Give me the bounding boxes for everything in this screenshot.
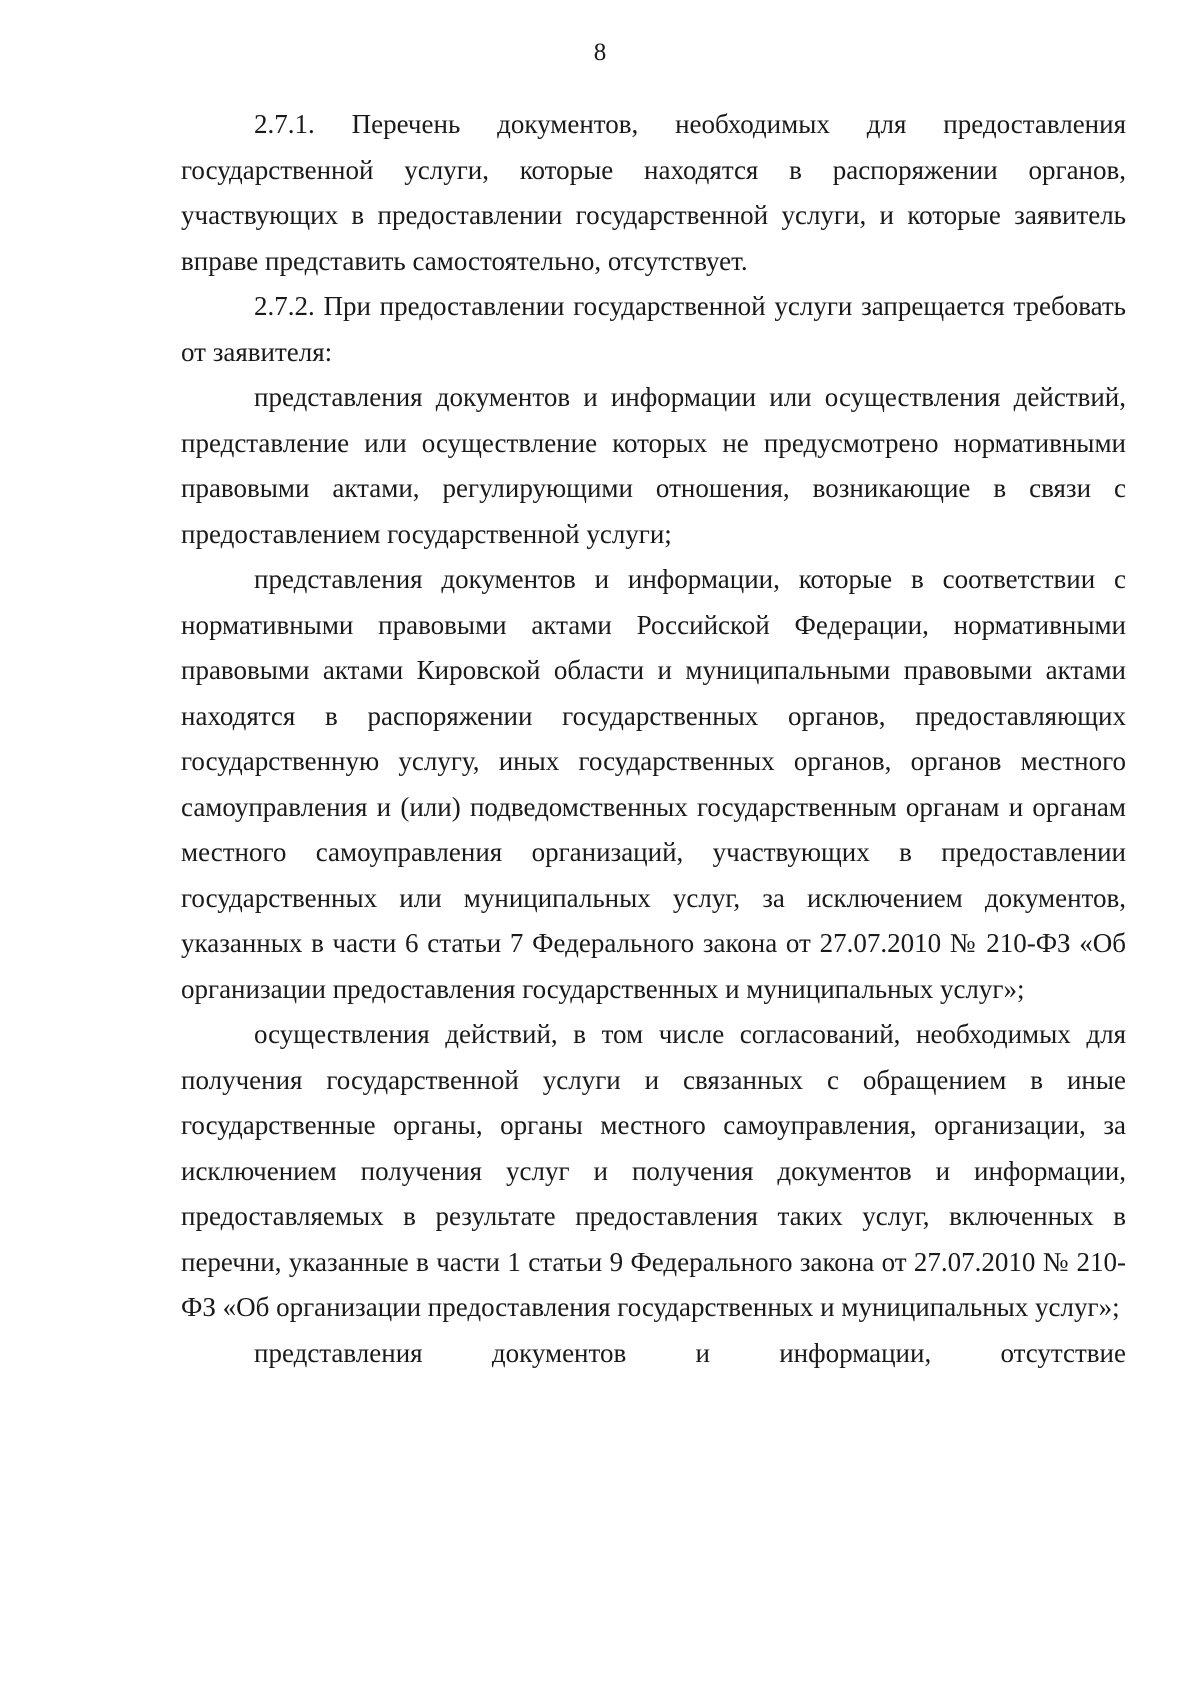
list-item-requirement-3: осуществления действий, в том числе согласований, необходимых для получения государственной услуги и связанных с обращением в иные государственные органы, органы местного самоуправления, организации, за исключением получения услуг и получения документов и информации, предоставляемых в результате предоставления таких услуг, включенных в перечни, указанные в части 1 статьи 9 Федерального закона от 27.07.2010 № 210-ФЗ «Об организации предоставления государственных и муниципальных услуг»; <box>181 1019 1126 1322</box>
list-item-requirement-4: представления документов и информации, отсутствие <box>254 1337 1126 1368</box>
paragraph-2-7-1: 2.7.1. Перечень документов, необходимых для предоставления государственной услуги, которые находятся в распоряжении органов, участвующих в предоставлении государственной услуги, и которые заявитель вправе представить самостоятельно, отсутствует. <box>181 109 1126 276</box>
page-number: 8 <box>593 39 607 66</box>
list-item-requirement-2: представления документов и информации, которые в соответствии с нормативными правовыми актами Российской Федерации, нормативными правовыми актами Кировской области и муниципальными правовыми актами находятся в распоряжении государственных органов, предоставляющих государственную услугу, иных государственных органов, органов местного самоуправления и (или) подведомственных государственным органам и органам местного самоуправления организаций, участвующих в предоставлении государственных или муниципальных услуг, за исключением документов, указанных в части 6 статьи 7 Федерального закона от 27.07.2010 № 210-ФЗ «Об организации предоставления государственных и муниципальных услуг»; <box>181 564 1126 1004</box>
body-text <box>181 102 1126 1376</box>
list-item-requirement-1: представления документов и информации или осуществления действий, представление или осуществление которых не предусмотрено нормативными правовыми актами, регулирующими отношения, возникающие в связи с предоставлением государственной услуги; <box>181 382 1126 549</box>
paragraph-2-7-2: 2.7.2. При предоставлении государственной услуги запрещается требовать от заявителя: <box>181 291 1126 367</box>
